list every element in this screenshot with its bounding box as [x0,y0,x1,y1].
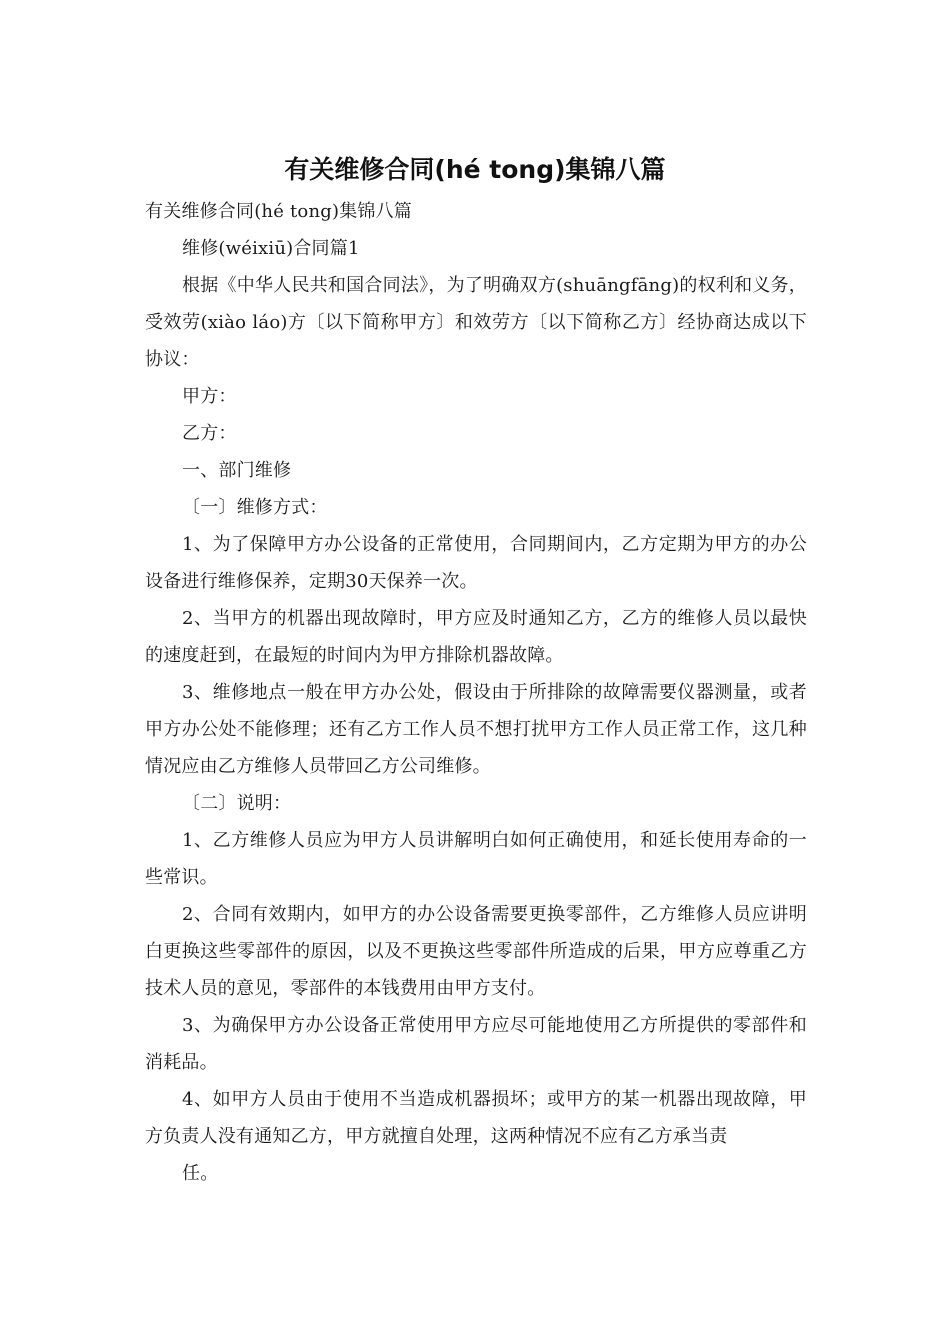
document-body [145,193,807,1192]
sub-section-one-heading: 〔一〕维修方式： [182,497,328,518]
document-title: 有关维修合同(hé tong)集锦八篇 [284,155,666,184]
sub-section-two-item-2: 2、合同有效期内，如甲方的办公设备需要更换零部件，乙方维修人员应讲明白更换这些零部件的原因，以及不更换这些零部件所造成的后果，甲方应尊重乙方技术人员的意见，零部件的本钱费用由甲方支付。 [145,904,807,999]
part-one-heading: 一、部门维修 [182,460,292,481]
party-a-line: 甲方： [182,386,237,407]
section-heading: 维修(wéixiū)合同篇1 [182,238,360,259]
intro-paragraph: 根据《中华人民共和国合同法》，为了明确双方(shuāngfāng)的权利和义务，受效劳(xiào láo)方〔以下简称甲方〕和效劳方〔以下简称乙方〕经协商达成以下协议： [145,275,807,370]
sub-section-one-item-3: 3、维修地点一般在甲方办公处，假设由于所排除的故障需要仪器测量，或者甲方办公处不能修理；还有乙方工作人员不想打扰甲方工作人员正常工作，这几种情况应由乙方维修人员带回乙方公司维修。 [145,682,807,777]
party-b-line: 乙方： [182,423,237,444]
sub-section-one-item-1: 1、为了保障甲方办公设备的正常使用，合同期间内，乙方定期为甲方的办公设备进行维修保养，定期30天保养一次。 [145,534,807,592]
sub-section-two-heading: 〔二〕说明： [182,793,292,814]
sub-section-one-item-2: 2、当甲方的机器出现故障时，甲方应及时通知乙方，乙方的维修人员以最快的速度赶到，在最短的时间内为甲方排除机器故障。 [145,608,807,666]
sub-section-two-item-3: 3、为确保甲方办公设备正常使用甲方应尽可能地使用乙方所提供的零部件和消耗品。 [145,1015,807,1073]
document-subtitle: 有关维修合同(hé tong)集锦八篇 [145,201,412,222]
sub-section-two-item-1: 1、乙方维修人员应为甲方人员讲解明白如何正确使用，和延长使用寿命的一些常识。 [145,830,807,888]
sub-section-two-item-4-tail: 任。 [182,1163,219,1184]
sub-section-two-item-4-text: 4、如甲方人员由于使用不当造成机器损坏；或甲方的某一机器出现故障，甲方负责人没有通知乙方，甲方就擅自处理，这两种情况不应有乙方承当责 [145,1089,807,1147]
sub-section-two-item-4 [145,1081,807,1192]
